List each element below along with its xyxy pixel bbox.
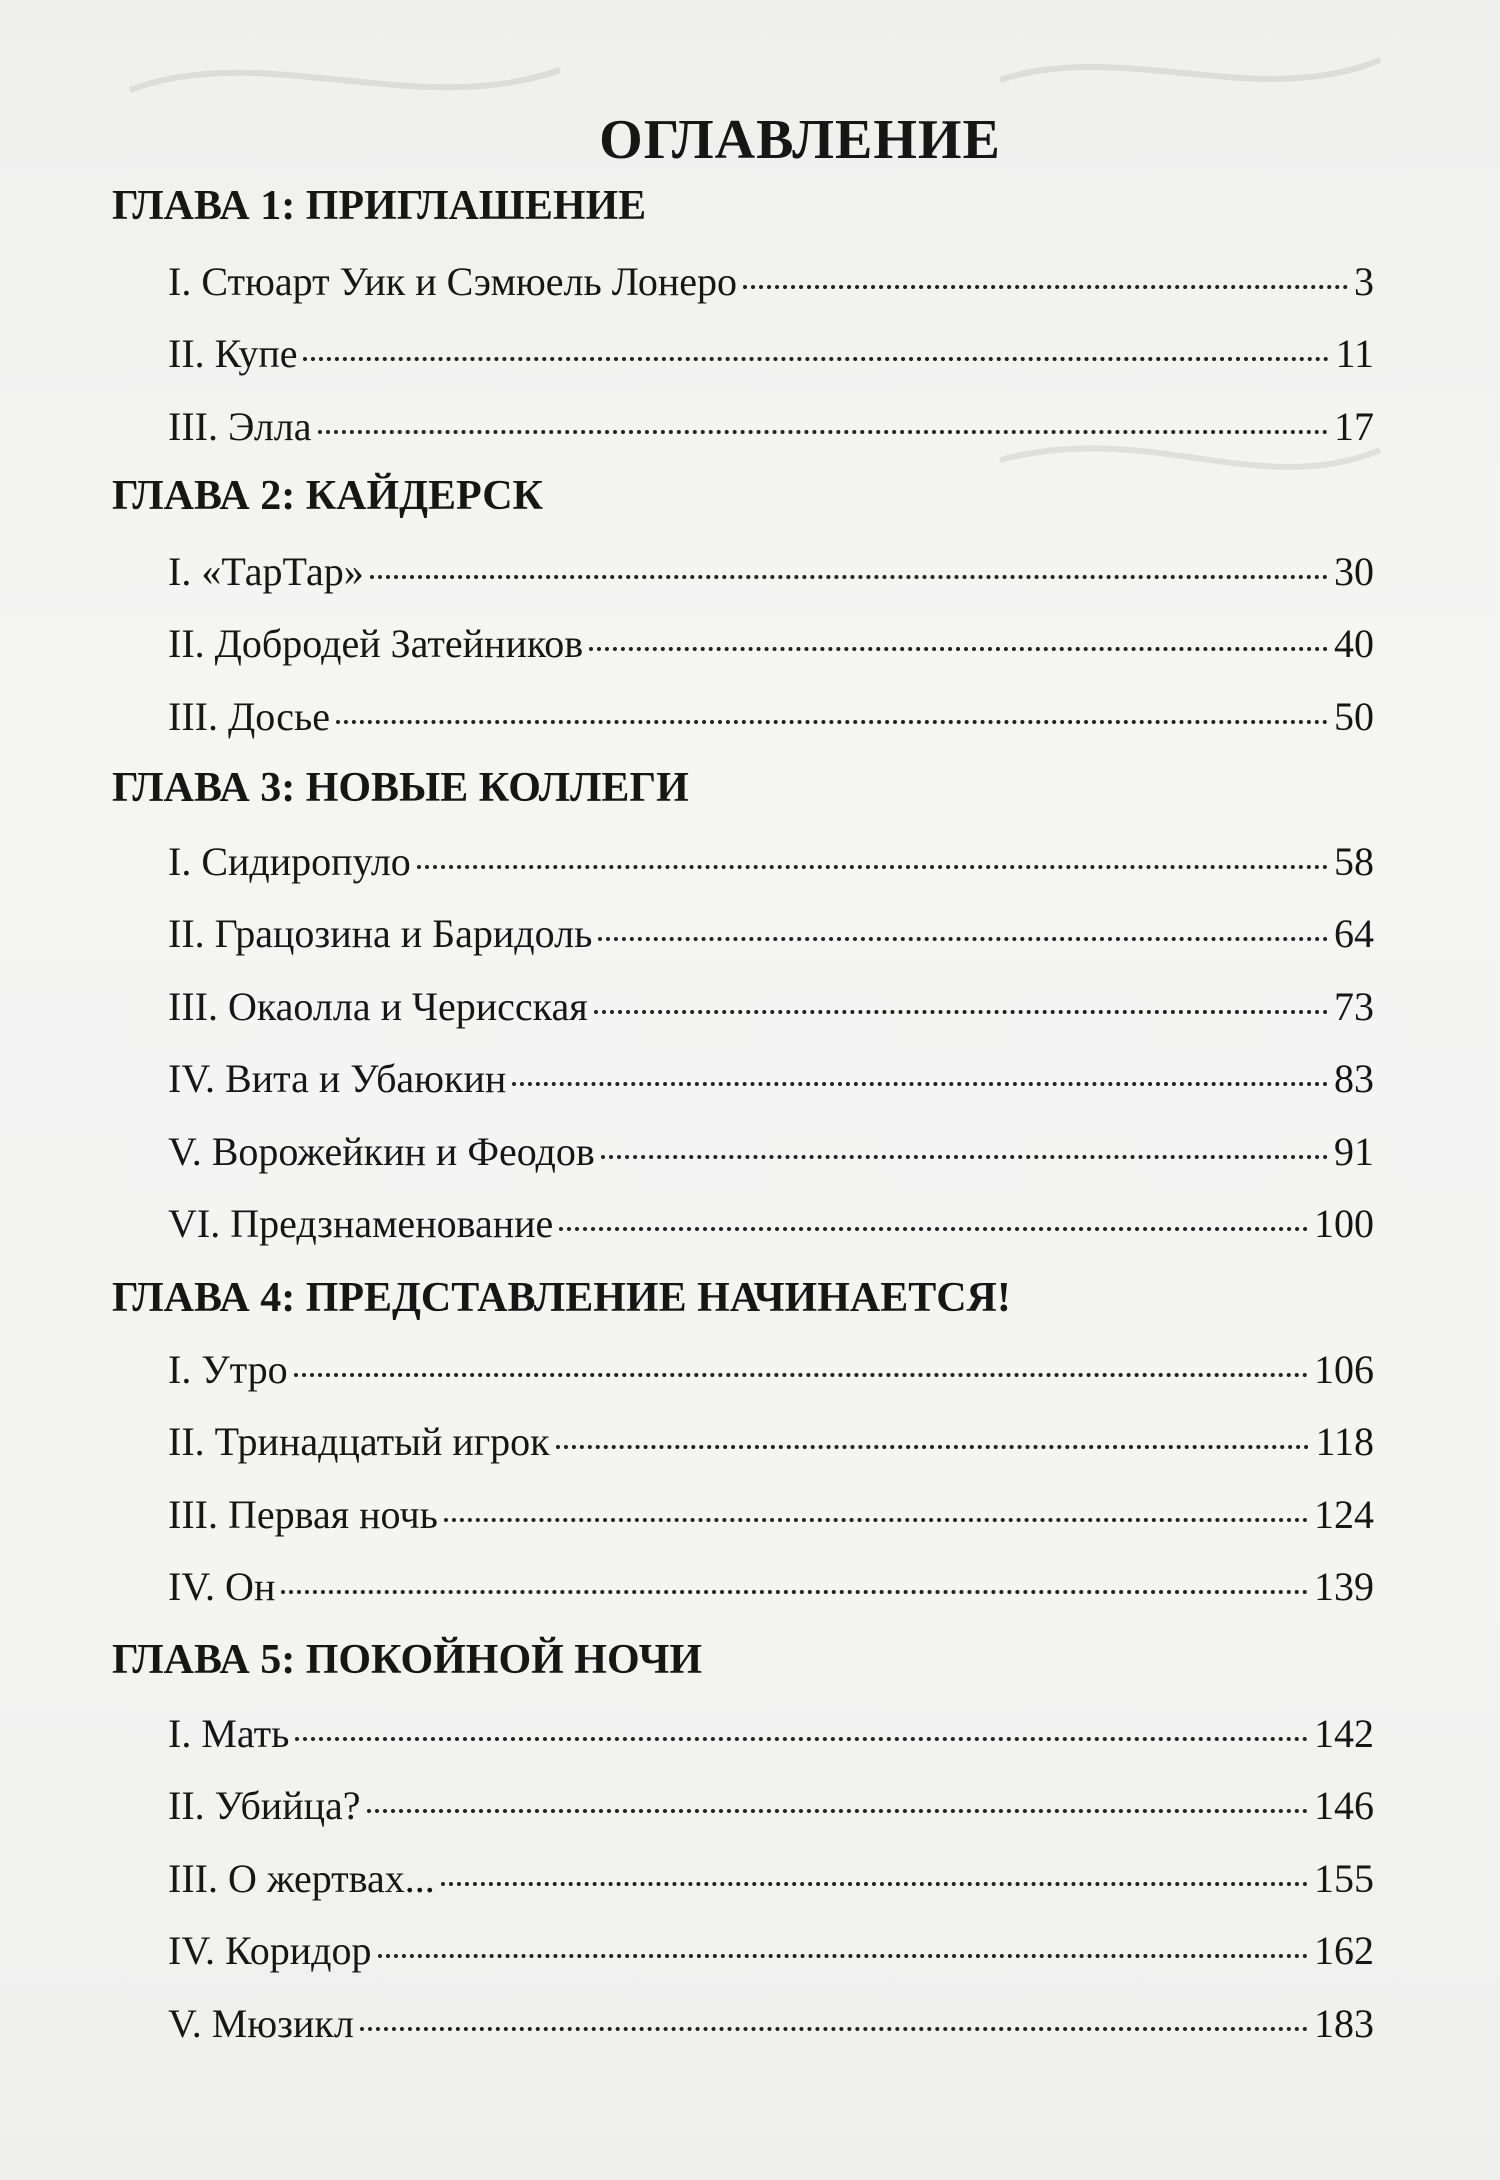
dot-leader — [559, 1227, 1308, 1231]
entry-label: II. Тринадцатый игрок — [168, 1419, 550, 1464]
entry-label: III. Досье — [168, 694, 330, 739]
entry-label: I. Стюарт Уик и Сэмюель Лонеро — [168, 259, 738, 304]
entry-label: I. Сидиропуло — [168, 839, 411, 884]
toc-entry[interactable] — [168, 1346, 1374, 1394]
entry-page-number: 100 — [1314, 1201, 1374, 1246]
toc-entry[interactable] — [168, 403, 1374, 451]
entry-page-number: 83 — [1334, 1056, 1374, 1101]
dot-leader — [743, 285, 1348, 289]
toc-entry[interactable] — [168, 1200, 1374, 1248]
dot-leader — [556, 1445, 1310, 1449]
entry-page-number: 58 — [1334, 839, 1374, 884]
dot-leader — [303, 357, 1329, 361]
entry-page-number: 106 — [1314, 1347, 1374, 1392]
dot-leader — [594, 1010, 1328, 1014]
entry-label: III. О жертвах... — [168, 1856, 435, 1901]
dot-leader — [336, 720, 1328, 724]
entry-page-number: 30 — [1334, 549, 1374, 594]
entry-label: III. Окаолла и Черисская — [168, 984, 588, 1029]
dot-leader — [281, 1590, 1308, 1594]
toc-entry[interactable] — [168, 1927, 1374, 1975]
toc-entry[interactable] — [168, 1710, 1374, 1758]
toc-entry[interactable] — [168, 1128, 1374, 1176]
entry-label: I. Утро — [168, 1347, 288, 1392]
entry-label: V. Ворожейкин и Феодов — [168, 1129, 595, 1174]
toc-entry[interactable] — [168, 258, 1374, 306]
entry-page-number: 162 — [1314, 1928, 1374, 1973]
entry-page-number: 139 — [1314, 1564, 1374, 1609]
chapter-heading: ГЛАВА 2: КАЙДЕРСК — [112, 473, 544, 519]
toc-entry[interactable] — [168, 1855, 1374, 1903]
toc-entry[interactable] — [168, 910, 1374, 958]
toc-entry[interactable] — [168, 1418, 1374, 1466]
entry-page-number: 40 — [1334, 621, 1374, 666]
entry-label: II. Купе — [168, 331, 298, 376]
toc-entry[interactable] — [168, 983, 1374, 1031]
entry-label: VI. Предзнаменование — [168, 1201, 554, 1246]
entry-label: II. Грацозина и Баридоль — [168, 911, 593, 956]
entry-page-number: 118 — [1315, 1419, 1374, 1464]
toc-entry[interactable] — [168, 1563, 1374, 1611]
entry-label: II. Убийца? — [168, 1783, 361, 1828]
entry-page-number: 64 — [1334, 911, 1374, 956]
dot-leader — [444, 1518, 1308, 1522]
toc-entry[interactable] — [168, 1782, 1374, 1830]
entry-page-number: 11 — [1335, 331, 1374, 376]
entry-label: I. Мать — [168, 1711, 290, 1756]
entry-page-number: 91 — [1334, 1129, 1374, 1174]
toc-entry[interactable] — [168, 1055, 1374, 1103]
dot-leader — [370, 575, 1328, 579]
dot-leader — [598, 937, 1328, 941]
dot-leader — [417, 865, 1328, 869]
entry-label: I. «ТарТар» — [168, 549, 364, 594]
chapter-heading: ГЛАВА 5: ПОКОЙНОЙ НОЧИ — [112, 1637, 703, 1683]
entry-label: V. Мюзикл — [168, 2001, 354, 2046]
entry-page-number: 17 — [1334, 404, 1374, 449]
chapter-heading: ГЛАВА 3: НОВЫЕ КОЛЛЕГИ — [112, 765, 689, 811]
dot-leader — [360, 2027, 1308, 2031]
entry-label: III. Элла — [168, 404, 312, 449]
entry-page-number: 50 — [1334, 694, 1374, 739]
dot-leader — [367, 1809, 1308, 1813]
entry-label: III. Первая ночь — [168, 1492, 438, 1537]
toc-title: ОГЛАВЛЕНИЕ — [599, 109, 1001, 171]
entry-page-number: 73 — [1334, 984, 1374, 1029]
toc-entry[interactable] — [168, 548, 1374, 596]
chapter-heading: ГЛАВА 1: ПРИГЛАШЕНИЕ — [112, 183, 647, 229]
toc-entry[interactable] — [168, 620, 1374, 668]
entry-page-number: 155 — [1314, 1856, 1374, 1901]
toc-entry[interactable] — [168, 693, 1374, 741]
dot-leader — [378, 1954, 1309, 1958]
dot-leader — [295, 1737, 1308, 1741]
dot-leader — [441, 1882, 1308, 1886]
dot-leader — [294, 1373, 1308, 1377]
entry-page-number: 146 — [1314, 1783, 1374, 1828]
dot-leader — [512, 1082, 1328, 1086]
toc-entry[interactable] — [168, 1491, 1374, 1539]
entry-label: IV. Коридор — [168, 1928, 372, 1973]
dot-leader — [589, 647, 1328, 651]
dot-leader — [601, 1155, 1328, 1159]
toc-entry[interactable] — [168, 330, 1374, 378]
entry-page-number: 142 — [1314, 1711, 1374, 1756]
entry-page-number: 3 — [1354, 259, 1374, 304]
entry-page-number: 183 — [1314, 2001, 1374, 2046]
toc-entry[interactable] — [168, 2000, 1374, 2048]
dot-leader — [318, 430, 1328, 434]
chapter-heading: ГЛАВА 4: ПРЕДСТАВЛЕНИЕ НАЧИНАЕТСЯ! — [112, 1275, 1011, 1321]
entry-label: IV. Вита и Убаюкин — [168, 1056, 507, 1101]
toc-entry[interactable] — [168, 838, 1374, 886]
entry-label: II. Добродей Затейников — [168, 621, 584, 666]
entry-page-number: 124 — [1314, 1492, 1374, 1537]
entry-label: IV. Он — [168, 1564, 276, 1609]
